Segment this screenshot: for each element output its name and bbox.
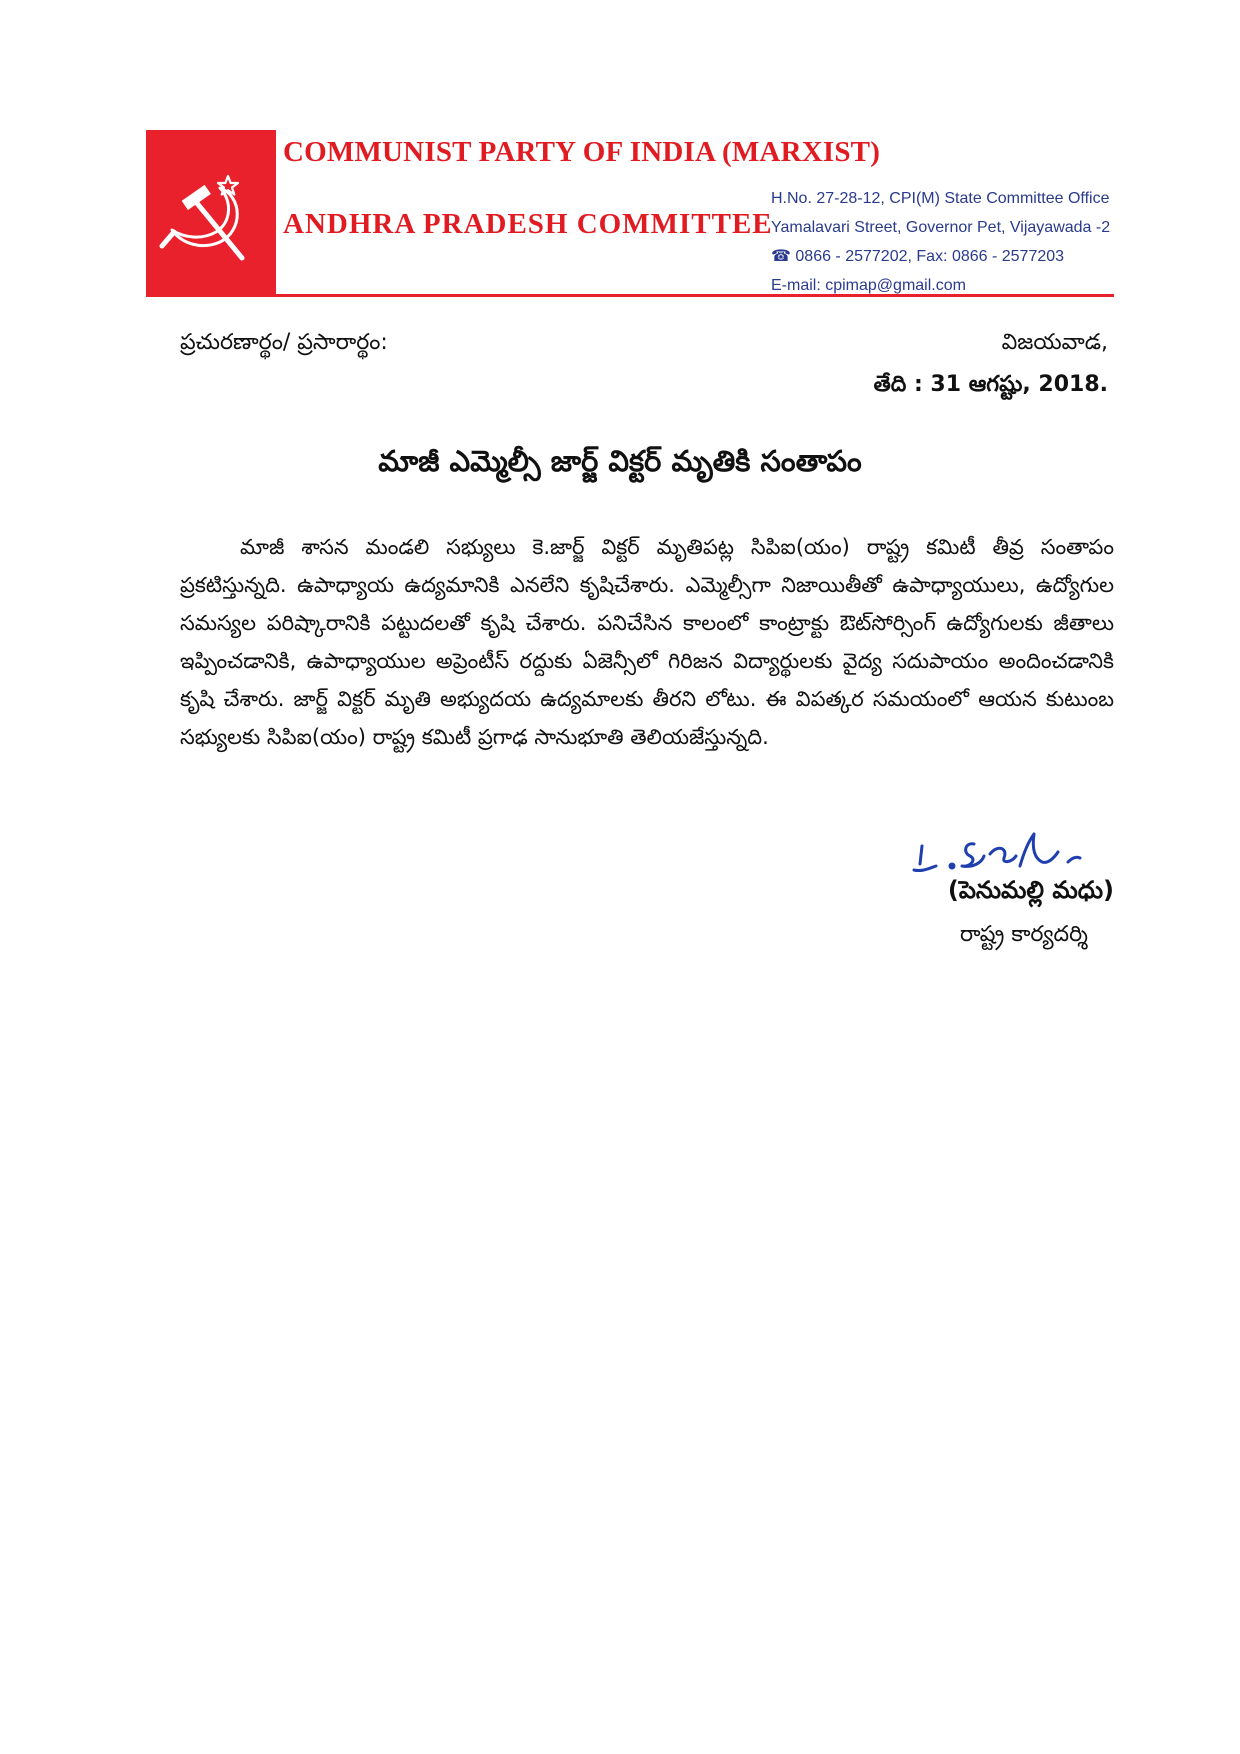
date: తేది : 31 ఆగష్టు, 2018. <box>873 372 1108 397</box>
phone-fax: 0866 - 2577202, Fax: 0866 - 2577203 <box>795 248 1065 265</box>
committee-name: ANDHRA PRADESH COMMITTEE <box>283 208 773 240</box>
place: విజయవాడ, <box>1001 330 1108 355</box>
signatory-name: (పెనుమల్లి మధు) <box>947 876 1114 904</box>
headline: మాజీ ఎమ్మెల్సీ జార్జ్‌ విక్టర్‌ మృతికి సంతాపం <box>378 444 862 478</box>
body-paragraph: మాజీ శాసన మండలి సభ్యులు కె.జార్జ్‌ విక్టర్‌ మృతిపట్ల సిపిఐ(యం) రాష్ట్ర కమిటీ తీవ్ర సంతాపం ప్రకటిస్తున్నది. ఉపాధ్యాయ ఉద్యమానికి ఎనలేని కృషిచేశారు. ఎమ్మెల్సీగా నిజాయితీతో ఉపాధ్యాయులు, ఉద్యోగుల సమస్యల పరిష్కారానికి పట్టుదలతో కృషి చేశారు. పనిచేసిన కాలంలో కాంట్రాక్టు ఔట్‌సోర్సింగ్‌ ఉద్యోగులకు జీతాలు ఇప్పించడానికి, ఉపాధ్యాయుల అప్రెంటీస్‌ రద్దుకు ఏజెన్సీలో గిరిజన విద్యార్థులకు వైద్య సదుపాయం అందించడానికి కృషి చేశారు. జార్జ్‌ విక్టర్‌ మృతి అభ్యుదయ ఉద్యమాలకు తీరని లోటు. ఈ విపత్కర సమయంలో ఆయన కుటుంబ సభ్యులకు సిపిఐ(యం) రాష్ట్ర కమిటీ ప్రగాఢ సానుభూతి తెలియజేస్తున్నది. <box>180 535 1114 749</box>
address-line-2: Yamalavari Street, Governor Pet, Vijayawada -2 <box>771 219 1111 236</box>
address-line-1: H.No. 27-28-12, CPI(M) State Committee Office <box>771 190 1110 207</box>
phone-icon: ☎ <box>771 248 791 265</box>
party-logo <box>146 130 276 297</box>
contact-block <box>771 184 1131 300</box>
organization-name: COMMUNIST PARTY OF INDIA (MARXIST) <box>283 136 881 168</box>
signatory-title: రాష్ట్ర కార్యదర్శి <box>959 922 1088 947</box>
press-release-label: ప్రచురణార్థం/ ప్రసారార్థం: <box>180 330 388 355</box>
header-divider <box>276 294 1114 297</box>
hammer-sickle-icon <box>146 130 276 297</box>
phone-line <box>771 242 1131 271</box>
email-line: E-mail: cpimap@gmail.com <box>771 277 966 294</box>
